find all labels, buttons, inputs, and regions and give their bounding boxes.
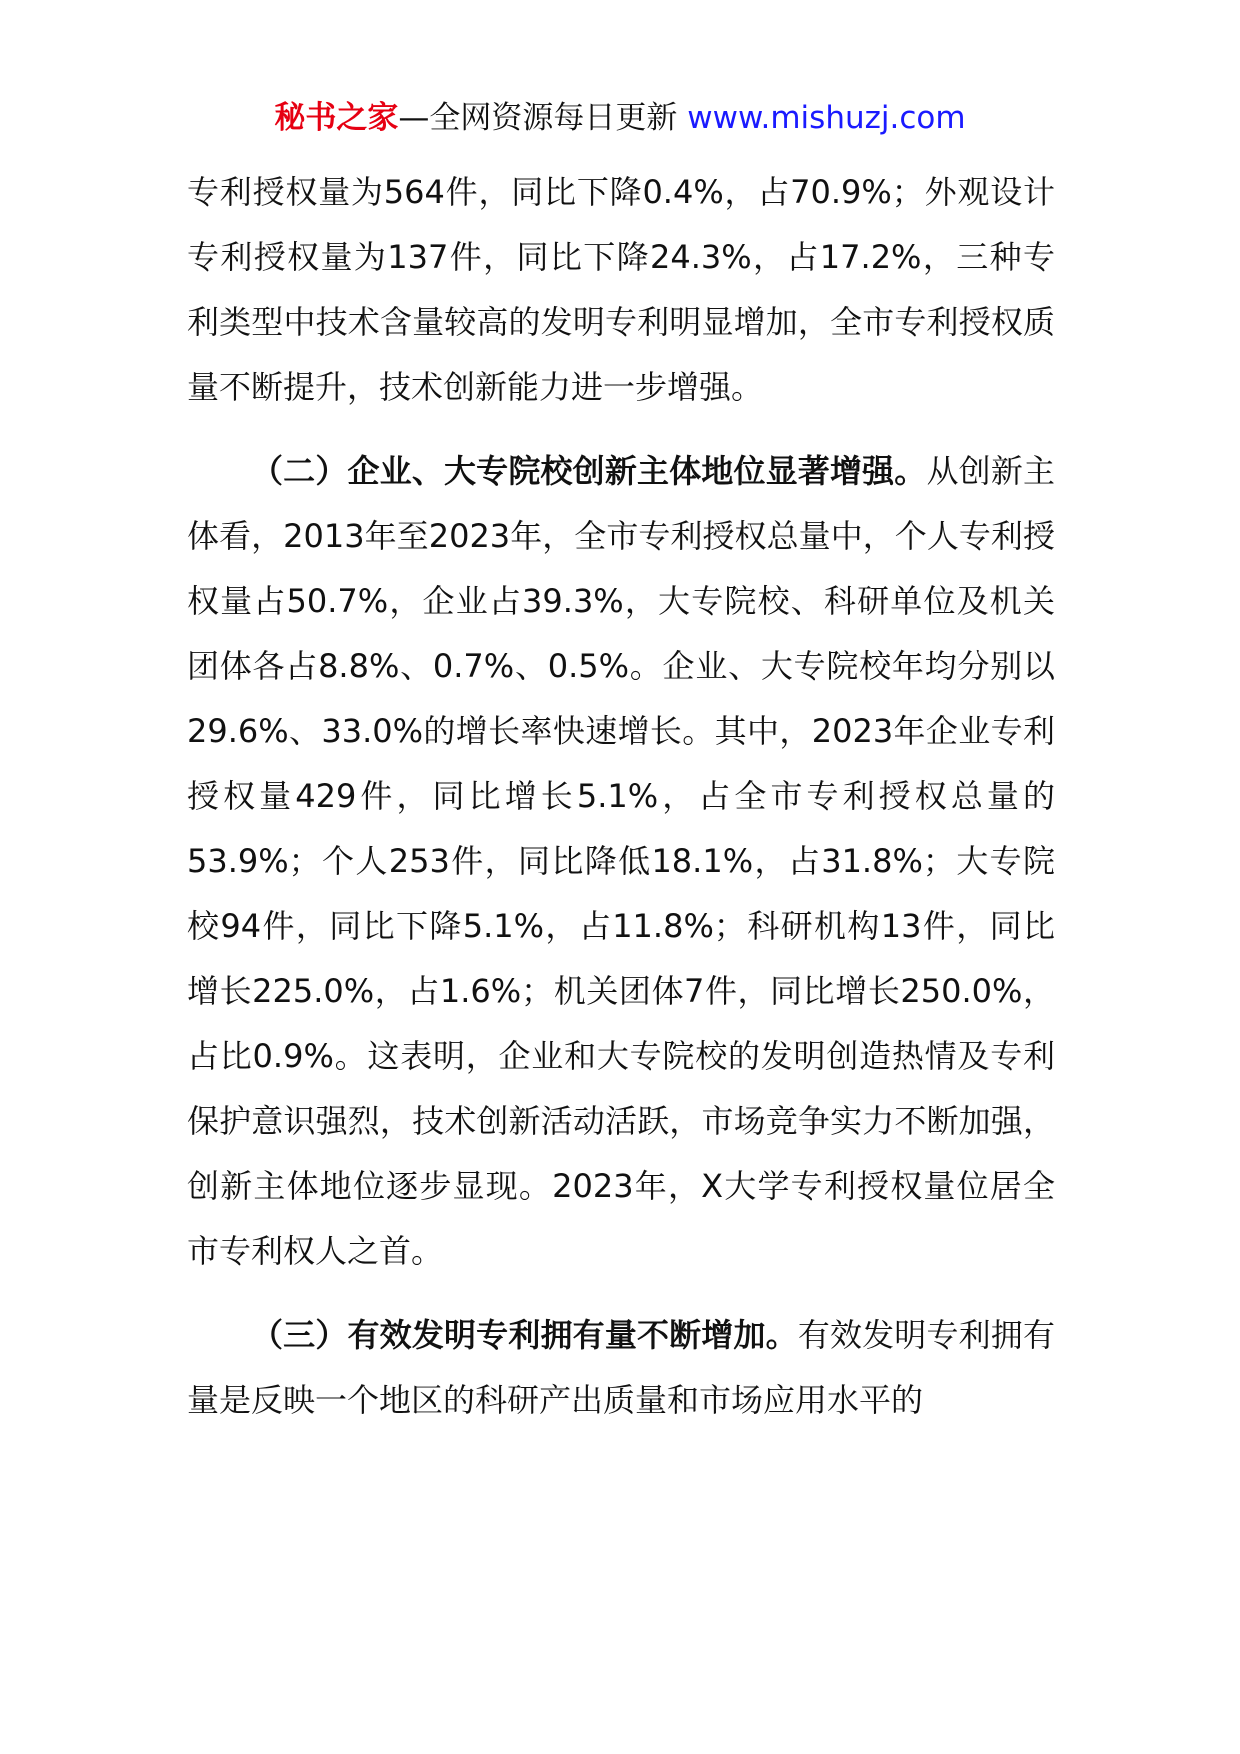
site-url-link[interactable]: www.mishuzj.com xyxy=(687,100,966,136)
site-brand: 秘书之家 xyxy=(274,100,399,136)
paragraph-text: 专利授权量为564件，同比下降0.4%，占70.9%；外观设计专利授权量为137件，同比下降24.3%，占17.2%，三种专利类型中技术含量较高的发明专利明显增加，全市专利授权质量不断提升，技术创新能力进一步增强。 xyxy=(187,173,1055,406)
paragraph-patent-types xyxy=(187,160,1055,420)
paragraph-text: 从创新主体看，2013年至2023年，全市专利授权总量中，个人专利授权量占50.7%，企业占39.3%，大专院校、科研单位及机关团体各占8.8%、0.7%、0.5%。企业、大专院校年均分别以29.6%、33.0%的增长率快速增长。其中，2023年企业专利授权量429件，同比增长5.1%，占全市专利授权总量的53.9%；个人253件，同比降低18.1%，占31.8%；大专院校94件，同比下降5.1%，占11.8%；科研机构13件，同比增长225.0%，占1.6%；机关团体7件，同比增长250.0%，占比0.9%。这表明，企业和大专院校的发明创造热情及专利保护意识强烈，技术创新活动活跃，市场竞争实力不断加强，创新主体地位逐步显现。2023年，X大学专利授权量位居全市专利权人之首。 xyxy=(187,452,1055,1270)
site-header xyxy=(0,98,1240,138)
paragraph-text: 有效发明专利拥有量是反映一个地区的科研产出质量和市场应用水平的 xyxy=(187,1316,1055,1419)
document-body xyxy=(187,160,1055,1433)
site-tagline: —全网资源每日更新 xyxy=(398,100,678,136)
paragraph-innovation-subjects xyxy=(187,439,1055,1284)
section-heading-2: （二）企业、大专院校创新主体地位显著增强。 xyxy=(251,452,927,490)
paragraph-valid-patents xyxy=(187,1303,1055,1433)
section-heading-3: （三）有效发明专利拥有量不断增加。 xyxy=(251,1316,798,1354)
